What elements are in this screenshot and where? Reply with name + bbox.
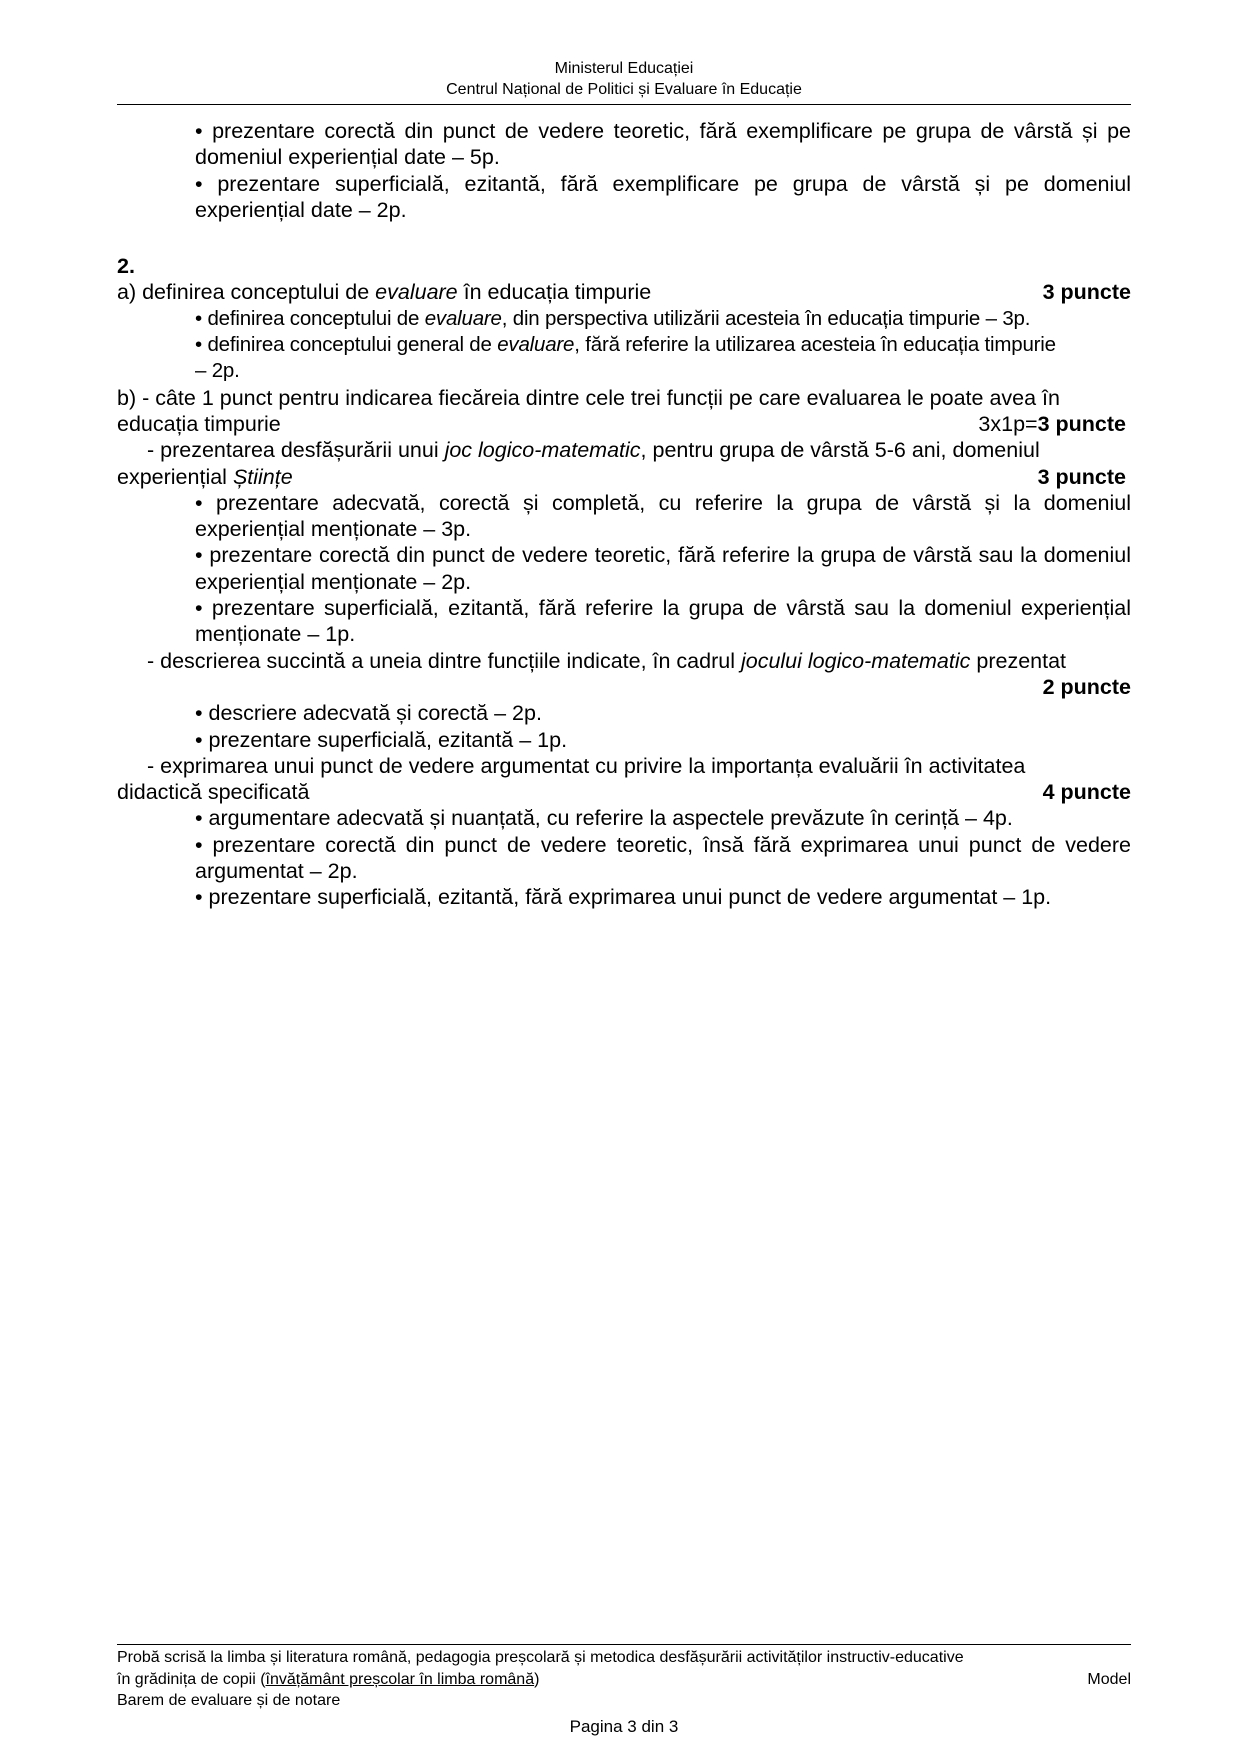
desc-heading: - descrierea succintă a uneia dintre funcțiile indicate, în cadrul jocului logico-matematic prezentat	[147, 648, 1067, 673]
page-number: Pagina 3 din 3	[569, 1717, 679, 1736]
item-a-heading	[117, 279, 1131, 305]
desc-bullet-2: • prezentare superficială, ezitantă – 1p.	[195, 727, 568, 752]
arg-heading-line-1: - exprimarea unui punct de vedere argumentat cu privire la importanța evaluării în activitatea	[147, 753, 1026, 778]
item-a-bullet-1: • definirea conceptului de evaluare, din perspectiva utilizării acesteia în educația timpurie – 3p.	[195, 306, 1031, 330]
footer-exam-subtitle: în grădinița de copii (învățământ preșcolar în limba română)	[117, 1670, 540, 1688]
document-body	[117, 118, 1131, 911]
desc-points: 2 puncte	[1042, 674, 1131, 699]
part1-bullet-2: • prezentare superficială, ezitantă, fără exemplificare pe grupa de vârstă și pe domeniul experiențial date – 2p.	[195, 171, 1131, 222]
page-header	[117, 58, 1131, 100]
joc-bullet-2: • prezentare corectă din punct de vedere teoretic, fără referire la grupa de vârstă sau la domeniul experiențial menționate – 2p.	[195, 543, 1131, 594]
footer-line-2	[117, 1669, 1131, 1691]
arg-bullet-1: • argumentare adecvată și nuanțată, cu referire la aspectele prevăzute în cerință – 4p.	[195, 806, 1013, 831]
footer-exam-title: Probă scrisă la limba și literatura română, pedagogia preșcolară și metodica desfășurării activităților instructiv-educative	[117, 1649, 964, 1666]
item-a-points: 3 puncte	[1042, 280, 1131, 305]
arg-bullet-2: • prezentare corectă din punct de vedere teoretic, însă fără exprimarea unui punct de vedere argumentat – 2p.	[195, 832, 1131, 884]
arg-heading-line-2: didactică specificată 4 puncte	[117, 780, 1131, 805]
joc-bullet-1: • prezentare adecvată, corectă și completă, cu referire la grupa de vârstă și la domeniul experiențial menționate – 3p.	[195, 490, 1131, 542]
item-b-line-1: b) - câte 1 punct pentru indicarea fiecăreia dintre cele trei funcții pe care evaluarea le poate avea în	[117, 385, 1060, 410]
section-2-number: 2.	[117, 254, 135, 279]
item-a-text: a) definirea conceptului de evaluare în educația timpurie	[117, 280, 652, 305]
item-a-bullet-2: • definirea conceptului general de evaluare, fără referire la utilizarea acesteia în educația timpurie	[195, 333, 1056, 357]
arg-bullet-3: • prezentare superficială, ezitantă, fără exprimarea unui punct de vedere argumentat – 1p.	[195, 885, 1052, 910]
item-b-points: 3x1p=3 puncte	[978, 411, 1126, 436]
footer-model-label: Model	[1087, 1670, 1131, 1688]
page-footer	[117, 1647, 1131, 1712]
arg-points: 4 puncte	[1042, 780, 1131, 805]
joc-bullet-3: • prezentare superficială, ezitantă, fără referire la grupa de vârstă sau la domeniul experiențial menționate – 1p.	[195, 596, 1131, 647]
item-a-bullet-2-cont: – 2p.	[195, 359, 240, 383]
part1-bullet-1: • prezentare corectă din punct de vedere teoretic, fără exemplificare pe grupa de vârstă și pe domeniul experiențial date – 5p.	[195, 119, 1131, 170]
joc-heading-line-2: experiențial Științe 3 puncte	[117, 464, 1126, 489]
header-center: Centrul Național de Politici și Evaluare în Educație	[446, 81, 802, 98]
item-b-line-2: educația timpurie 3x1p=3 puncte	[117, 411, 1126, 436]
joc-heading-line-1: - prezentarea desfășurării unui joc logico-matematic, pentru grupa de vârstă 5-6 ani, domeniul	[147, 438, 1040, 463]
footer-divider	[117, 1644, 1131, 1645]
footer-barem: Barem de evaluare și de notare	[117, 1692, 341, 1709]
joc-points: 3 puncte	[1037, 464, 1126, 489]
header-divider	[117, 104, 1131, 105]
header-ministry: Ministerul Educației	[554, 60, 694, 77]
desc-bullet-1: • descriere adecvată și corectă – 2p.	[195, 701, 542, 726]
